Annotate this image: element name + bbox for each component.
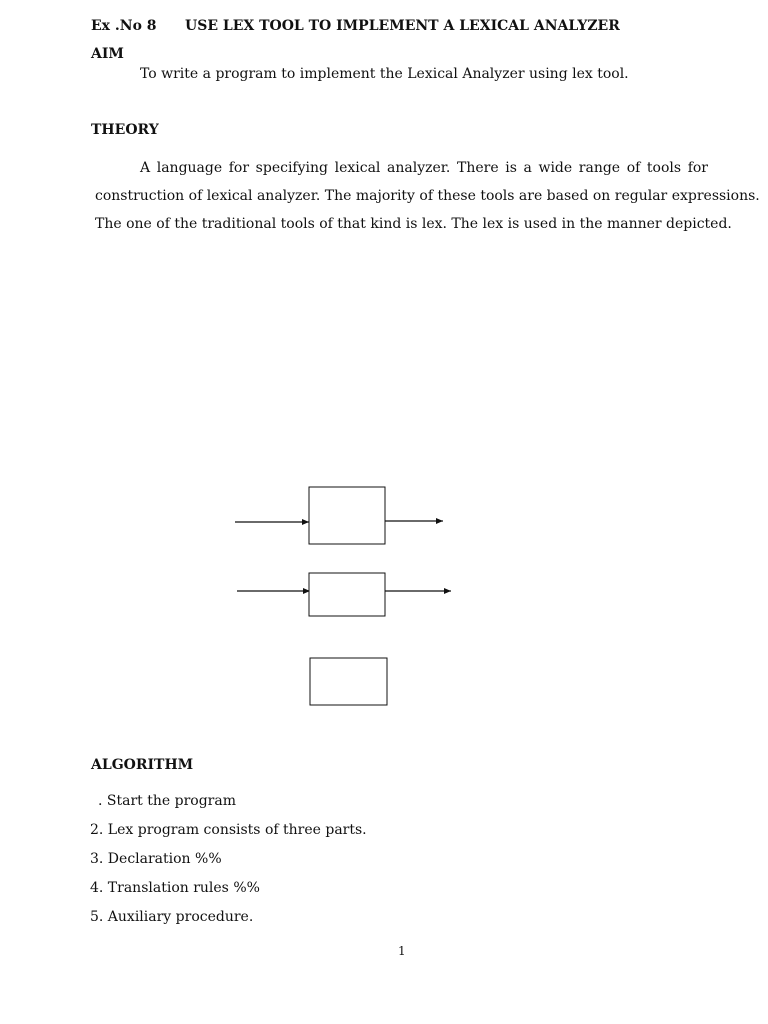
page-number: 1 [398, 944, 406, 958]
process-box [309, 487, 385, 544]
algorithm-step: . Start the program [98, 793, 236, 809]
theory-line: A language for specifying lexical analyzer. There is a wide range of tools for [140, 160, 708, 176]
algorithm-step: 2. Lex program consists of three parts. [90, 822, 367, 838]
theory-line: construction of lexical analyzer. The majority of these tools are based on regular expressions. [95, 188, 760, 204]
theory-line: The one of the traditional tools of that kind is lex. The lex is used in the manner depicted. [95, 216, 732, 232]
exercise-number: Ex .No 8 [91, 18, 157, 34]
algorithm-step: 4. Translation rules %% [90, 880, 260, 896]
algorithm-step: 3. Declaration %% [90, 851, 222, 867]
aim-text: To write a program to implement the Lexical Analyzer using lex tool. [140, 66, 629, 82]
algorithm-heading: ALGORITHM [91, 757, 194, 773]
algorithm-step: 5. Auxiliary procedure. [90, 909, 254, 925]
theory-heading: THEORY [91, 122, 159, 138]
process-box [310, 658, 387, 705]
exercise-title: USE LEX TOOL TO IMPLEMENT A LEXICAL ANALYZER [185, 18, 620, 34]
aim-heading: AIM [91, 46, 124, 62]
process-box [309, 573, 385, 616]
